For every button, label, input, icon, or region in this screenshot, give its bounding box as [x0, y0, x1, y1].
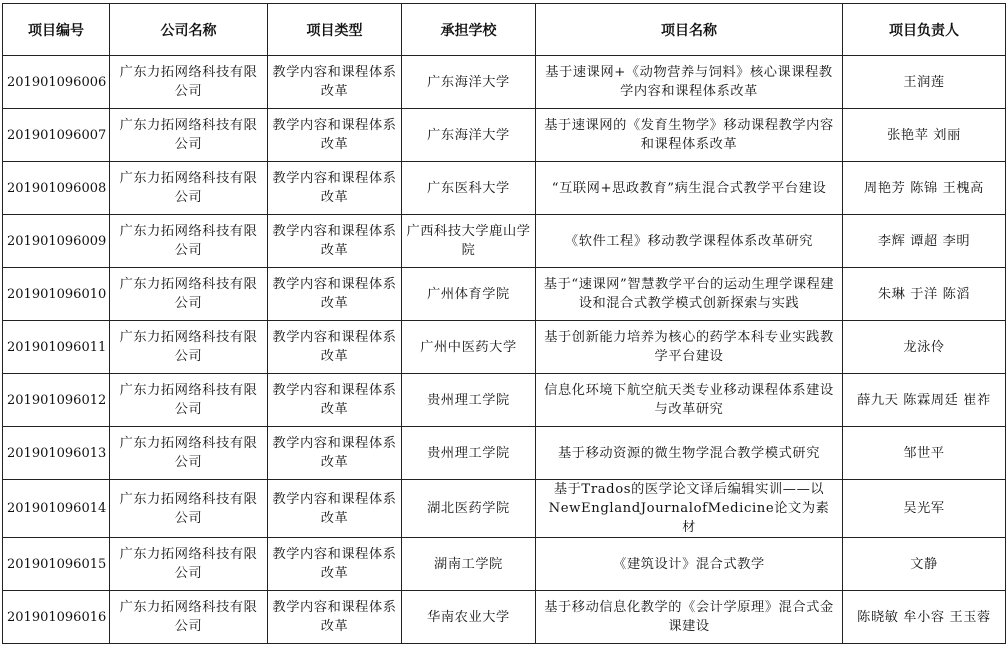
- header-school: 承担学校: [402, 4, 536, 56]
- project-name-cell: “互联网+思政教育”病生混合式教学平台建设: [536, 162, 843, 215]
- project-leader-cell: 吴光军: [843, 480, 1006, 538]
- table-row: [3, 109, 1006, 162]
- school-cell: 贵州理工学院: [402, 427, 536, 480]
- school-cell: 广州体育学院: [402, 268, 536, 321]
- project-type-cell: 教学内容和课程体系改革: [268, 215, 402, 268]
- table-header-row: [3, 4, 1006, 56]
- table-row: [3, 591, 1006, 644]
- project-leader-cell: 周艳芳 陈锦 王槐高: [843, 162, 1006, 215]
- project-type-cell: 教学内容和课程体系改革: [268, 56, 402, 109]
- project-id-cell: 201901096016: [3, 591, 110, 644]
- project-leader-cell: 邹世平: [843, 427, 1006, 480]
- school-cell: 广东海洋大学: [402, 56, 536, 109]
- company-name-cell: 广东力拓网络科技有限公司: [110, 374, 268, 427]
- project-leader-cell: 李辉 谭超 李明: [843, 215, 1006, 268]
- header-project-id: 项目编号: [3, 4, 110, 56]
- project-id-cell: 201901096014: [3, 480, 110, 538]
- school-cell: 湖南工学院: [402, 538, 536, 591]
- header-company-name: 公司名称: [110, 4, 268, 56]
- project-type-cell: 教学内容和课程体系改革: [268, 321, 402, 374]
- table-row: [3, 480, 1006, 538]
- project-id-cell: 201901096015: [3, 538, 110, 591]
- company-name-cell: 广东力拓网络科技有限公司: [110, 480, 268, 538]
- table-row: [3, 268, 1006, 321]
- project-id-cell: 201901096009: [3, 215, 110, 268]
- school-cell: 广东医科大学: [402, 162, 536, 215]
- project-leader-cell: 王润莲: [843, 56, 1006, 109]
- project-table-container: [2, 3, 1005, 654]
- project-name-cell: 基于创新能力培养为核心的药学本科专业实践教学平台建设: [536, 321, 843, 374]
- header-project-name: 项目名称: [536, 4, 843, 56]
- project-name-cell: 《建筑设计》混合式教学: [536, 538, 843, 591]
- project-type-cell: 教学内容和课程体系改革: [268, 162, 402, 215]
- project-leader-cell: 文静: [843, 538, 1006, 591]
- school-cell: 广州中医药大学: [402, 321, 536, 374]
- project-leader-cell: 龙泳伶: [843, 321, 1006, 374]
- header-project-leader: 项目负责人: [843, 4, 1006, 56]
- project-name-cell: 基于移动信息化教学的《会计学原理》混合式金课建设: [536, 591, 843, 644]
- project-id-cell: 201901096012: [3, 374, 110, 427]
- table-row: [3, 374, 1006, 427]
- project-type-cell: 教学内容和课程体系改革: [268, 538, 402, 591]
- project-name-cell: 基于Trados的医学论文译后编辑实训——以NewEnglandJournalofMedicine论文为素材: [536, 480, 843, 538]
- project-table: [2, 3, 1006, 644]
- project-type-cell: 教学内容和课程体系改革: [268, 591, 402, 644]
- school-cell: 广西科技大学鹿山学院: [402, 215, 536, 268]
- company-name-cell: 广东力拓网络科技有限公司: [110, 321, 268, 374]
- header-project-type: 项目类型: [268, 4, 402, 56]
- school-cell: 华南农业大学: [402, 591, 536, 644]
- company-name-cell: 广东力拓网络科技有限公司: [110, 215, 268, 268]
- project-type-cell: 教学内容和课程体系改革: [268, 109, 402, 162]
- project-name-cell: 基于“速课网”智慧教学平台的运动生理学课程建设和混合式教学模式创新探索与实践: [536, 268, 843, 321]
- project-id-cell: 201901096008: [3, 162, 110, 215]
- company-name-cell: 广东力拓网络科技有限公司: [110, 268, 268, 321]
- project-leader-cell: 张艳苹 刘丽: [843, 109, 1006, 162]
- school-cell: 广东海洋大学: [402, 109, 536, 162]
- table-row: [3, 321, 1006, 374]
- project-type-cell: 教学内容和课程体系改革: [268, 427, 402, 480]
- project-name-cell: 基于移动资源的微生物学混合教学模式研究: [536, 427, 843, 480]
- company-name-cell: 广东力拓网络科技有限公司: [110, 538, 268, 591]
- project-id-cell: 201901096011: [3, 321, 110, 374]
- project-id-cell: 201901096006: [3, 56, 110, 109]
- project-leader-cell: 陈晓敏 牟小容 王玉蓉: [843, 591, 1006, 644]
- project-leader-cell: 朱琳 于洋 陈滔: [843, 268, 1006, 321]
- table-body: [3, 56, 1006, 644]
- school-cell: 贵州理工学院: [402, 374, 536, 427]
- project-id-cell: 201901096013: [3, 427, 110, 480]
- table-row: [3, 538, 1006, 591]
- company-name-cell: 广东力拓网络科技有限公司: [110, 162, 268, 215]
- table-row: [3, 427, 1006, 480]
- project-type-cell: 教学内容和课程体系改革: [268, 480, 402, 538]
- project-name-cell: 基于速课网的《发育生物学》移动课程教学内容和课程体系改革: [536, 109, 843, 162]
- company-name-cell: 广东力拓网络科技有限公司: [110, 427, 268, 480]
- table-row: [3, 162, 1006, 215]
- project-id-cell: 201901096010: [3, 268, 110, 321]
- project-name-cell: 基于速课网+《动物营养与饲料》核心课课程教学内容和课程体系改革: [536, 56, 843, 109]
- table-row: [3, 215, 1006, 268]
- project-leader-cell: 薛九天 陈霖周廷 崔祚: [843, 374, 1006, 427]
- company-name-cell: 广东力拓网络科技有限公司: [110, 109, 268, 162]
- project-name-cell: 信息化环境下航空航天类专业移动课程体系建设与改革研究: [536, 374, 843, 427]
- project-name-cell: 《软件工程》移动教学课程体系改革研究: [536, 215, 843, 268]
- company-name-cell: 广东力拓网络科技有限公司: [110, 591, 268, 644]
- project-id-cell: 201901096007: [3, 109, 110, 162]
- school-cell: 湖北医药学院: [402, 480, 536, 538]
- table-row: [3, 56, 1006, 109]
- project-type-cell: 教学内容和课程体系改革: [268, 268, 402, 321]
- project-type-cell: 教学内容和课程体系改革: [268, 374, 402, 427]
- company-name-cell: 广东力拓网络科技有限公司: [110, 56, 268, 109]
